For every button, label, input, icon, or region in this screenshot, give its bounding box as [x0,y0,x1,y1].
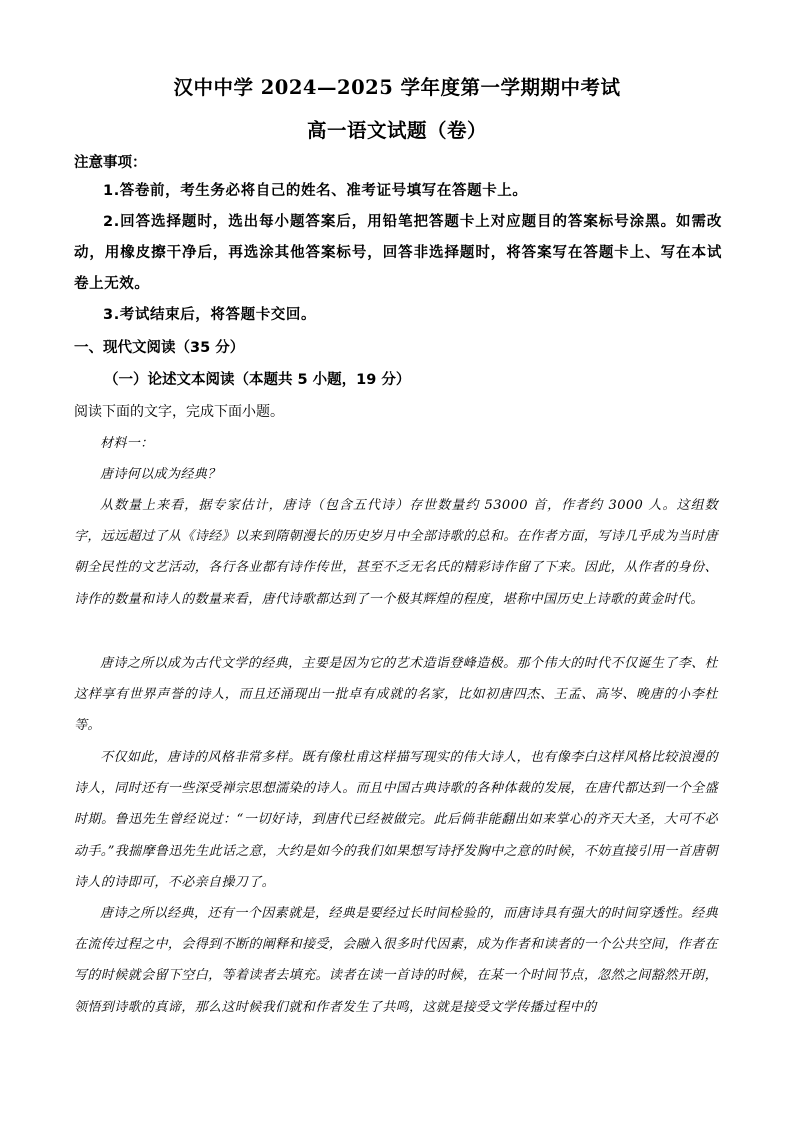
material-paragraph: 不仅如此，唐诗的风格非常多样。既有像杜甫这样描写现实的伟大诗人，也有像李白这样风格比较浪漫的诗人，同时还有一些深受禅宗思想濡染的诗人。而且中国古典诗歌的各种体裁的发展，在唐代都达到一个全盛时期。鲁迅先生曾经说过：“一切好诗，到唐代已经被做完。此后倘非能翻出如来掌心的齐天大圣，大可不必动手。”我揣摩鲁迅先生此话之意，大约是如今的我们如果想写诗抒发胸中之意的时候，不妨直接引用一首唐朝诗人的诗即可，不必亲自操刀了。 [74,750,718,890]
exam-subtitle: 高一语文试题（卷） [306,119,487,142]
notice-item-3: 3.考试结束后，将答题卡交回。 [103,307,317,323]
material-question: 唐诗何以成为经典？ [100,467,221,482]
notice-heading: 注意事项： [74,155,147,171]
material-paragraph: 唐诗之所以成为古代文学的经典，主要是因为它的艺术造诣登峰造极。那个伟大的时代不仅诞生了李、杜这样享有世界声誉的诗人，而且还涌现出一批卓有成就的名家，比如初唐四杰、王孟、高岑、晚唐的小李杜等。 [74,656,718,734]
exam-title: 汉中中学 2024—2025 学年度第一学期期中考试 [173,76,621,99]
subsection-heading: （一）论述文本阅读（本题共 5 小题，19 分） [104,372,411,388]
reading-instruction: 阅读下面的文字，完成下面小题。 [74,404,284,420]
material-label: 材料一： [100,436,154,451]
notice-item-2: 2.回答选择题时，选出每小题答案后，用铅笔把答题卡上对应题目的答案标号涂黑。如需改动，用橡皮擦干净后，再选涂其他答案标号，回答非选择题时，将答案写在答题卡上、写在本试卷上无效。 [74,214,722,292]
material-paragraph: 从数量上来看，据专家估计，唐诗（包含五代诗）存世数量约 53000 首，作者约 3000 人。这组数字，远远超过了从《诗经》以来到隋朝漫长的历史岁月中全部诗歌的总和。在作者方面，写诗几乎成为当时唐朝全民性的文艺活动，各行各业都有诗作传世，甚至不乏无名氏的精彩诗作留了下来。因此，从作者的身份、诗作的数量和诗人的数量来看，唐代诗歌都达到了一个极其辉煌的程度，堪称中国历史上诗歌的黄金时代。 [74,498,718,607]
notice-item-1: 1.答卷前，考生务必将自己的姓名、准考证号填写在答题卡上。 [103,183,528,199]
material-paragraph: 唐诗之所以经典，还有一个因素就是，经典是要经过长时间检验的，而唐诗具有强大的时间穿透性。经典在流传过程之中，会得到不断的阐释和接受，会融入很多时代因素，成为作者和读者的一个公共空间，作者在写的时候就会留下空白，等着读者去填充。读者在读一首诗的时候，在某一个时间节点，忽然之间豁然开朗，领悟到诗歌的真谛，那么这时候我们就和作者发生了共鸣，这就是接受文学传播过程中的 [74,906,718,1015]
section-heading: 一、现代文阅读（35 分） [74,340,245,356]
